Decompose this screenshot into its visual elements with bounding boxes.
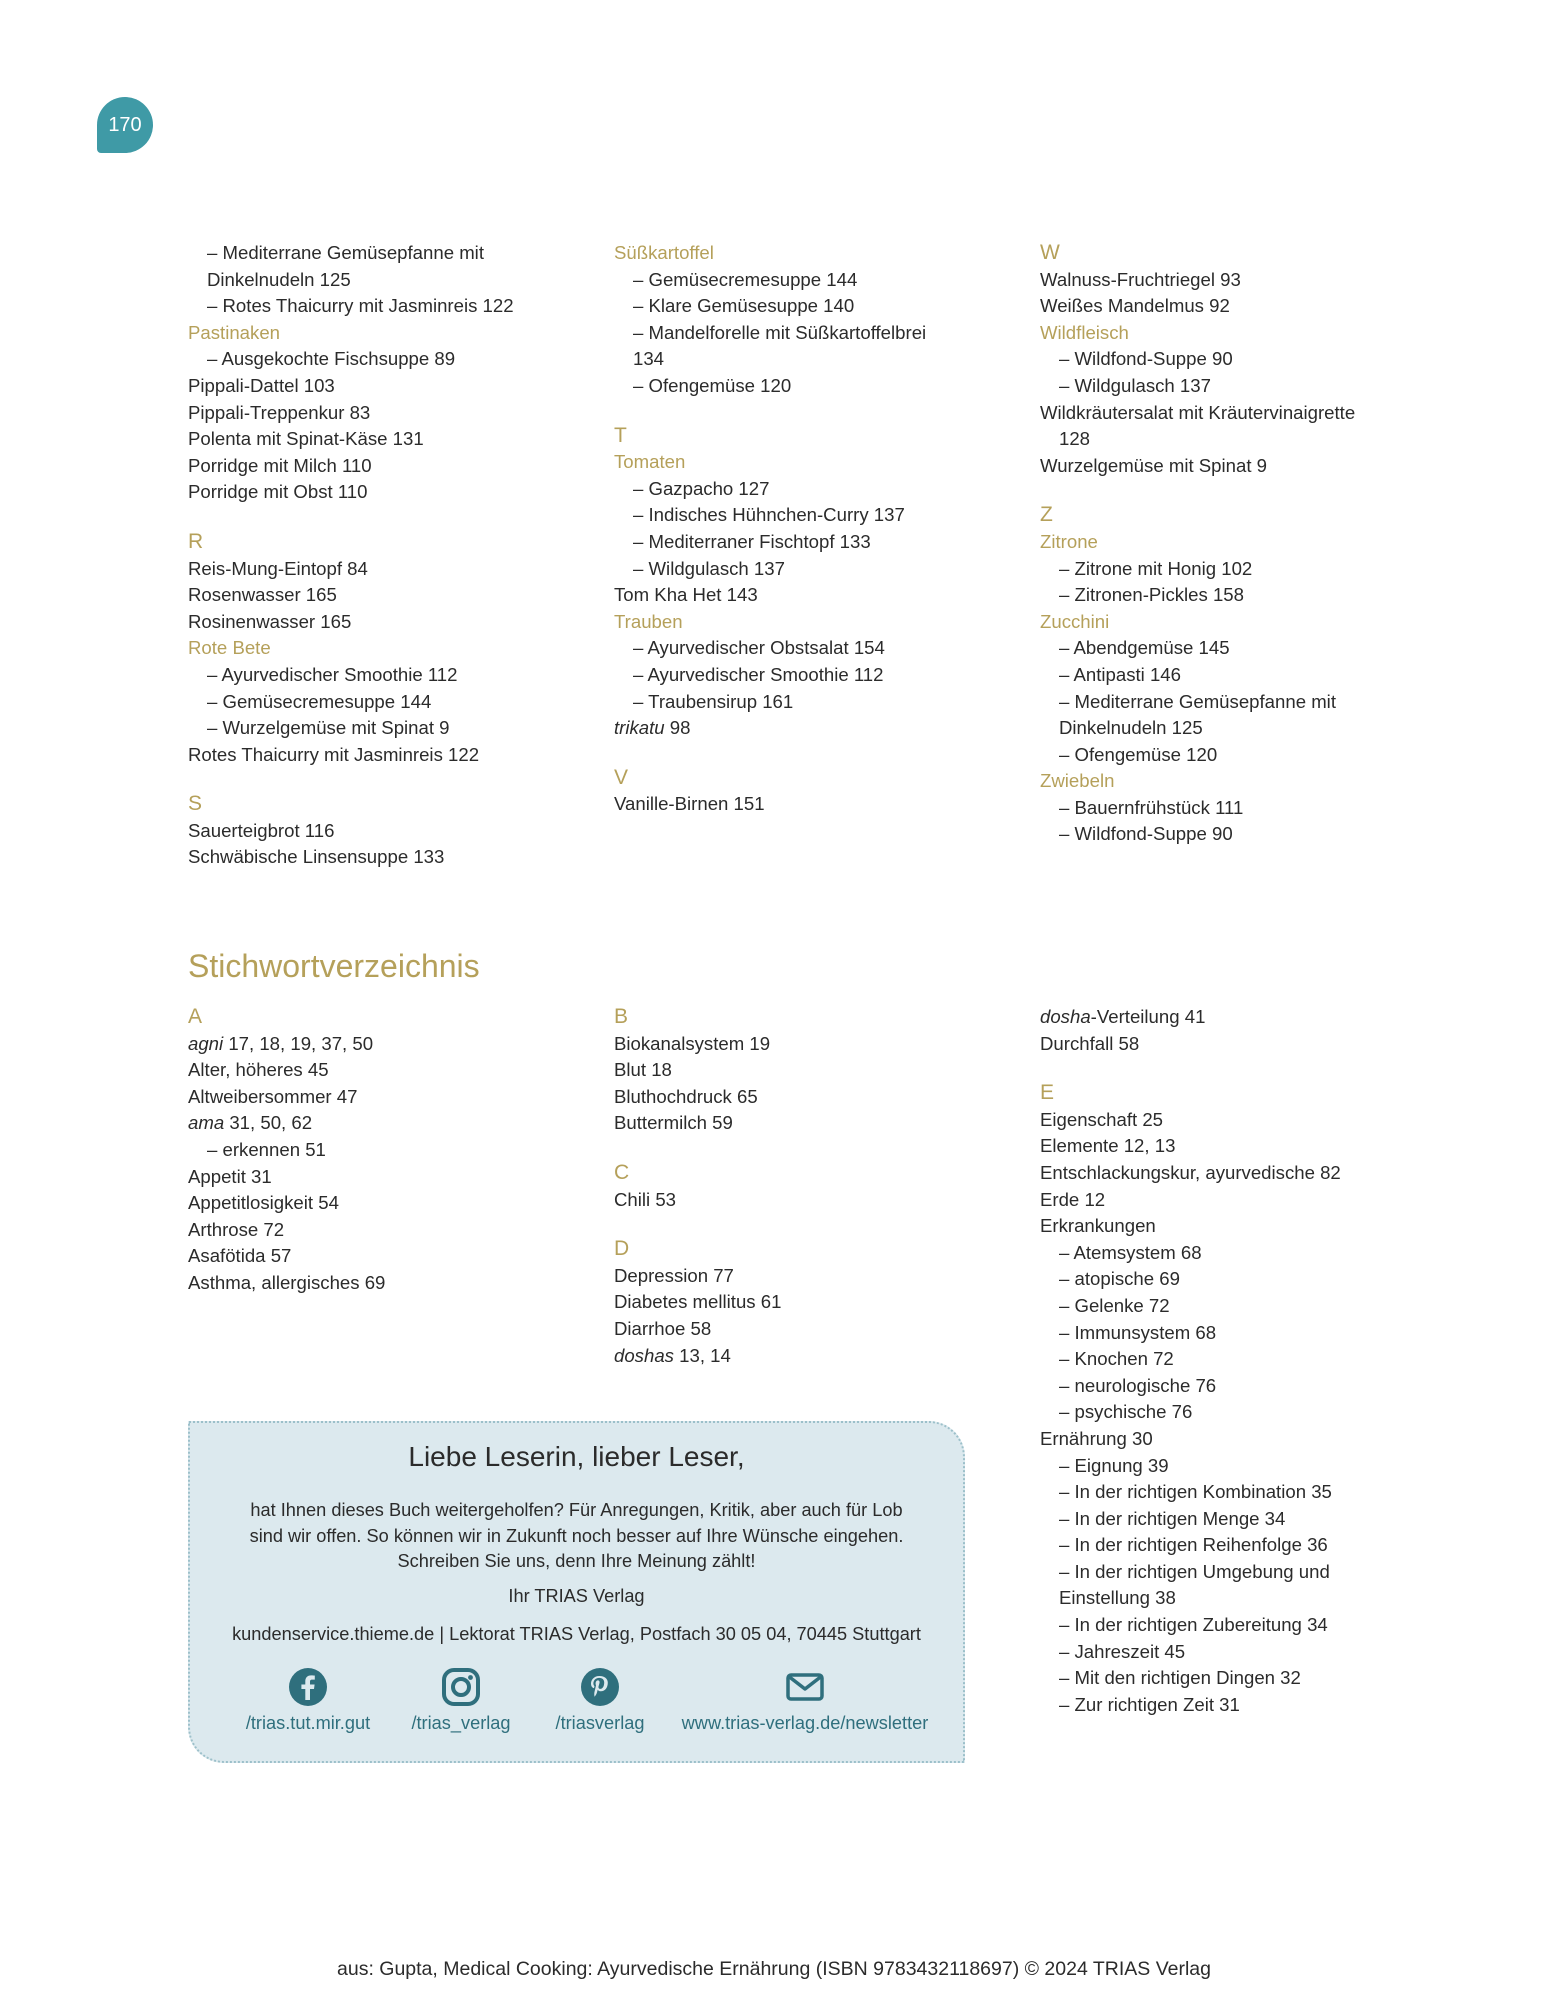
index-entry: Wurzelgemüse mit Spinat 9	[1040, 454, 1268, 476]
index-entry: Depression 77	[614, 1264, 734, 1286]
index-entry: Rotes Thaicurry mit Jasminreis 122	[188, 743, 480, 765]
index-subentry: – Antipasti 146	[1059, 663, 1181, 685]
index-category: Trauben	[614, 610, 683, 632]
index-entry-italic-term: dosha	[1040, 1006, 1091, 1027]
index-subentry: – Ayurvedischer Smoothie 112	[633, 663, 884, 685]
index-subentry: – Mediterrane Gemüsepfanne mit	[1059, 690, 1336, 712]
index-subentry: – Mediterraner Fischtopf 133	[633, 530, 871, 552]
keyword-index-column-2	[614, 1004, 1014, 1369]
index-entry: Alter, höheres 45	[188, 1059, 329, 1081]
index-subentry: – Zitronen-Pickles 158	[1059, 584, 1244, 606]
index-entry: Blut 18	[614, 1059, 672, 1081]
index-entry: Entschlackungskur, ayurvedische 82	[1040, 1161, 1341, 1183]
index-subentry: – Wurzelgemüse mit Spinat 9	[207, 717, 450, 739]
index-subentry: – Abendgemüse 145	[1059, 637, 1230, 659]
index-entry: Tom Kha Het 143	[614, 584, 758, 606]
index-entry	[614, 715, 1014, 742]
index-entry: Elemente 12, 13	[1040, 1135, 1176, 1157]
feedback-body	[210, 1498, 943, 1575]
index-subentry: – Gelenke 72	[1059, 1294, 1170, 1316]
index-entry	[1040, 1004, 1440, 1031]
index-letter-heading: W	[1040, 241, 1060, 264]
index-subentry: – Mandelforelle mit Süßkartoffelbrei	[633, 321, 927, 343]
copyright-footer: aus: Gupta, Medical Cooking: Ayurvedische Ernährung (ISBN 9783432118697) © 2024 TRIAS Verlag	[337, 1958, 1211, 1980]
index-letter-heading: D	[614, 1237, 630, 1261]
pinterest-link[interactable]	[530, 1667, 670, 1734]
index-entry-pages: 98	[664, 717, 691, 739]
index-entry: Buttermilch 59	[614, 1112, 733, 1134]
index-letter-heading: B	[614, 1005, 629, 1028]
index-category: Rote Bete	[188, 637, 271, 659]
index-subentry: – Zitrone mit Honig 102	[1059, 557, 1253, 579]
index-category: Süßkartoffel	[614, 242, 714, 263]
index-entry: Porridge mit Obst 110	[188, 481, 368, 503]
keyword-index-column-1	[188, 1004, 588, 1297]
index-subentry: – Jahreszeit 45	[1059, 1640, 1186, 1662]
index-subentry: – Rotes Thaicurry mit Jasminreis 122	[207, 295, 514, 317]
index-entry: Asthma, allergisches 69	[188, 1271, 386, 1293]
index-subentry: – Wildgulasch 137	[633, 557, 785, 579]
pinterest-handle[interactable]: /triasverlag	[555, 1713, 645, 1733]
reader-feedback-box	[188, 1421, 965, 1763]
index-entry: Polenta mit Spinat-Käse 131	[188, 428, 424, 450]
index-subentry-continuation: Dinkelnudeln 125	[207, 268, 351, 290]
index-subentry-continuation: 134	[633, 348, 665, 370]
facebook-handle[interactable]: /trias.tut.mir.gut	[245, 1713, 371, 1733]
index-subentry: – Klare Gemüsesuppe 140	[633, 295, 855, 317]
index-category: Pastinaken	[188, 321, 280, 343]
index-category: Zwiebeln	[1040, 770, 1115, 792]
index-entry: Schwäbische Linsensuppe 133	[188, 846, 445, 868]
index-subentry: – Wildfond-Suppe 90	[1059, 348, 1233, 370]
index-entry: Durchfall 58	[1040, 1032, 1140, 1054]
index-letter-heading: C	[614, 1160, 630, 1184]
feedback-body-line: sind wir offen. So können wir in Zukunft noch besser auf Ihre Wünsche eingehen.	[249, 1525, 904, 1546]
index-subentry: – erkennen 51	[207, 1138, 326, 1160]
index-entry-italic-term: ama	[188, 1112, 225, 1134]
recipe-index-column-1	[188, 240, 588, 871]
index-entry: Walnuss-Fruchtriegel 93	[1040, 268, 1241, 290]
facebook-icon	[288, 1667, 328, 1707]
index-entry: Erde 12	[1040, 1188, 1106, 1210]
index-entry: Eigenschaft 25	[1040, 1108, 1164, 1130]
index-entry: Rosenwasser 165	[188, 584, 337, 606]
index-subentry: – Gemüsecremesuppe 144	[633, 268, 858, 290]
index-entry: Appetitlosigkeit 54	[188, 1192, 339, 1214]
index-category: Zucchini	[1040, 610, 1110, 632]
index-entry-italic-term: doshas	[614, 1344, 674, 1366]
index-subentry: – Bauernfrühstück 111	[1059, 796, 1244, 818]
index-subentry: – In der richtigen Kombination 35	[1059, 1481, 1332, 1503]
index-entry-pages: 17, 18, 19, 37, 50	[223, 1032, 374, 1054]
index-subentry-continuation: Einstellung 38	[1059, 1587, 1176, 1609]
index-entry: Reis-Mung-Eintopf 84	[188, 557, 368, 579]
index-entry: Porridge mit Milch 110	[188, 454, 372, 476]
index-letter-heading: R	[188, 529, 204, 553]
index-subentry: – Indisches Hühnchen-Curry 137	[633, 504, 905, 526]
index-entry-italic-term: trikatu	[614, 717, 665, 739]
index-entry: Erkrankungen	[1040, 1215, 1156, 1237]
index-entry: Weißes Mandelmus 92	[1040, 295, 1230, 317]
facebook-link[interactable]	[218, 1667, 398, 1734]
index-entry	[188, 1110, 588, 1137]
keyword-index-column-3	[1040, 1004, 1440, 1718]
index-subentry: – In der richtigen Menge 34	[1059, 1507, 1286, 1529]
instagram-link[interactable]	[386, 1667, 536, 1734]
feedback-body-line: hat Ihnen dieses Buch weitergeholfen? Für Anregungen, Kritik, aber auch für Lob	[250, 1500, 903, 1520]
index-entry: Biokanalsystem 19	[614, 1032, 771, 1054]
index-letter-heading: A	[188, 1005, 203, 1028]
index-subentry: – Ayurvedischer Smoothie 112	[207, 663, 458, 685]
index-subentry: – Ofengemüse 120	[1059, 743, 1218, 765]
index-entry: Appetit 31	[188, 1165, 272, 1187]
instagram-handle[interactable]: /trias_verlag	[411, 1713, 511, 1733]
index-entry: Altweibersommer 47	[188, 1085, 358, 1107]
index-letter-heading: T	[614, 423, 627, 447]
index-subentry: – Knochen 72	[1059, 1348, 1174, 1370]
recipe-index-column-3	[1040, 240, 1440, 848]
index-entry: Bluthochdruck 65	[614, 1085, 758, 1107]
index-subentry: – neurologische 76	[1059, 1374, 1217, 1396]
index-subentry: – Gazpacho 127	[633, 477, 770, 499]
index-entry-pages: 31, 50, 62	[224, 1112, 313, 1134]
index-subentry: – atopische 69	[1059, 1268, 1180, 1290]
index-entry	[188, 1031, 588, 1058]
index-entry: Rosinenwasser 165	[188, 610, 352, 632]
index-entry: Vanille-Birnen 151	[614, 793, 765, 815]
keyword-index-title: Stichwortverzeichnis	[188, 948, 480, 984]
index-entry-pages: 13, 14	[673, 1344, 731, 1366]
index-entry: Wildkräutersalat mit Kräutervinaigrette	[1040, 401, 1356, 423]
index-subentry: – Mediterrane Gemüsepfanne mit	[207, 242, 484, 263]
index-subentry: – Zur richtigen Zeit 31	[1059, 1693, 1240, 1715]
index-subentry-continuation: 128	[1059, 428, 1091, 450]
index-subentry-continuation: Dinkelnudeln 125	[1059, 717, 1203, 739]
index-subentry: – Gemüsecremesuppe 144	[207, 690, 432, 712]
index-entry: Pippali-Dattel 103	[188, 374, 335, 396]
index-letter-heading: E	[1040, 1081, 1055, 1105]
index-subentry: – Ofengemüse 120	[633, 374, 792, 396]
recipe-index-column-2	[614, 240, 1014, 818]
index-entry: Pippali-Treppenkur 83	[188, 401, 371, 423]
page-number-badge: 170	[97, 97, 153, 153]
feedback-address[interactable]: kundenservice.thieme.de | Lektorat TRIAS Verlag, Postfach 30 05 04, 70445 Stuttgart	[232, 1624, 921, 1644]
index-entry: Diabetes mellitus 61	[614, 1291, 782, 1313]
index-subentry: – Traubensirup 161	[633, 690, 794, 712]
index-subentry: – In der richtigen Umgebung und	[1059, 1560, 1330, 1582]
index-category: Zitrone	[1040, 530, 1098, 552]
index-subentry: – psychische 76	[1059, 1401, 1193, 1423]
index-subentry: – Ausgekochte Fischsuppe 89	[207, 348, 456, 370]
index-subentry: – Immunsystem 68	[1059, 1321, 1217, 1343]
index-entry	[614, 1343, 1014, 1370]
index-subentry: – Atemsystem 68	[1059, 1241, 1202, 1263]
index-entry: Asafötida 57	[188, 1245, 292, 1267]
index-subentry: – In der richtigen Zubereitung 34	[1059, 1614, 1328, 1636]
index-entry: Chili 53	[614, 1188, 677, 1210]
feedback-body-line: Schreiben Sie uns, denn Ihre Meinung zählt!	[397, 1551, 756, 1571]
index-subentry: – In der richtigen Reihenfolge 36	[1059, 1534, 1328, 1556]
feedback-title: Liebe Leserin, lieber Leser,	[408, 1441, 745, 1472]
index-subentry: – Ayurvedischer Obstsalat 154	[633, 637, 885, 659]
newsletter-link[interactable]	[660, 1667, 950, 1734]
mail-icon	[785, 1667, 825, 1707]
index-letter-heading: S	[188, 792, 203, 816]
index-subentry: – Wildgulasch 137	[1059, 374, 1211, 396]
index-category: Wildfleisch	[1040, 321, 1129, 343]
index-entry: Arthrose 72	[188, 1218, 285, 1240]
index-subentry: – Eignung 39	[1059, 1454, 1169, 1476]
index-entry: Sauerteigbrot 116	[188, 819, 335, 841]
index-entry: Ernährung 30	[1040, 1427, 1153, 1449]
index-category: Tomaten	[614, 451, 686, 473]
instagram-icon	[441, 1667, 481, 1707]
index-letter-heading: V	[614, 765, 629, 789]
index-entry-pages: -Verteilung 41	[1090, 1006, 1206, 1027]
pinterest-icon	[580, 1667, 620, 1707]
index-entry: Diarrhoe 58	[614, 1317, 712, 1339]
index-subentry: – Mit den richtigen Dingen 32	[1059, 1667, 1301, 1689]
index-entry-italic-term: agni	[188, 1032, 224, 1054]
index-letter-heading: Z	[1040, 503, 1053, 527]
newsletter-url[interactable]: www.trias-verlag.de/newsletter	[681, 1713, 929, 1733]
feedback-signature: Ihr TRIAS Verlag	[508, 1586, 645, 1606]
index-subentry: – Wildfond-Suppe 90	[1059, 823, 1233, 845]
